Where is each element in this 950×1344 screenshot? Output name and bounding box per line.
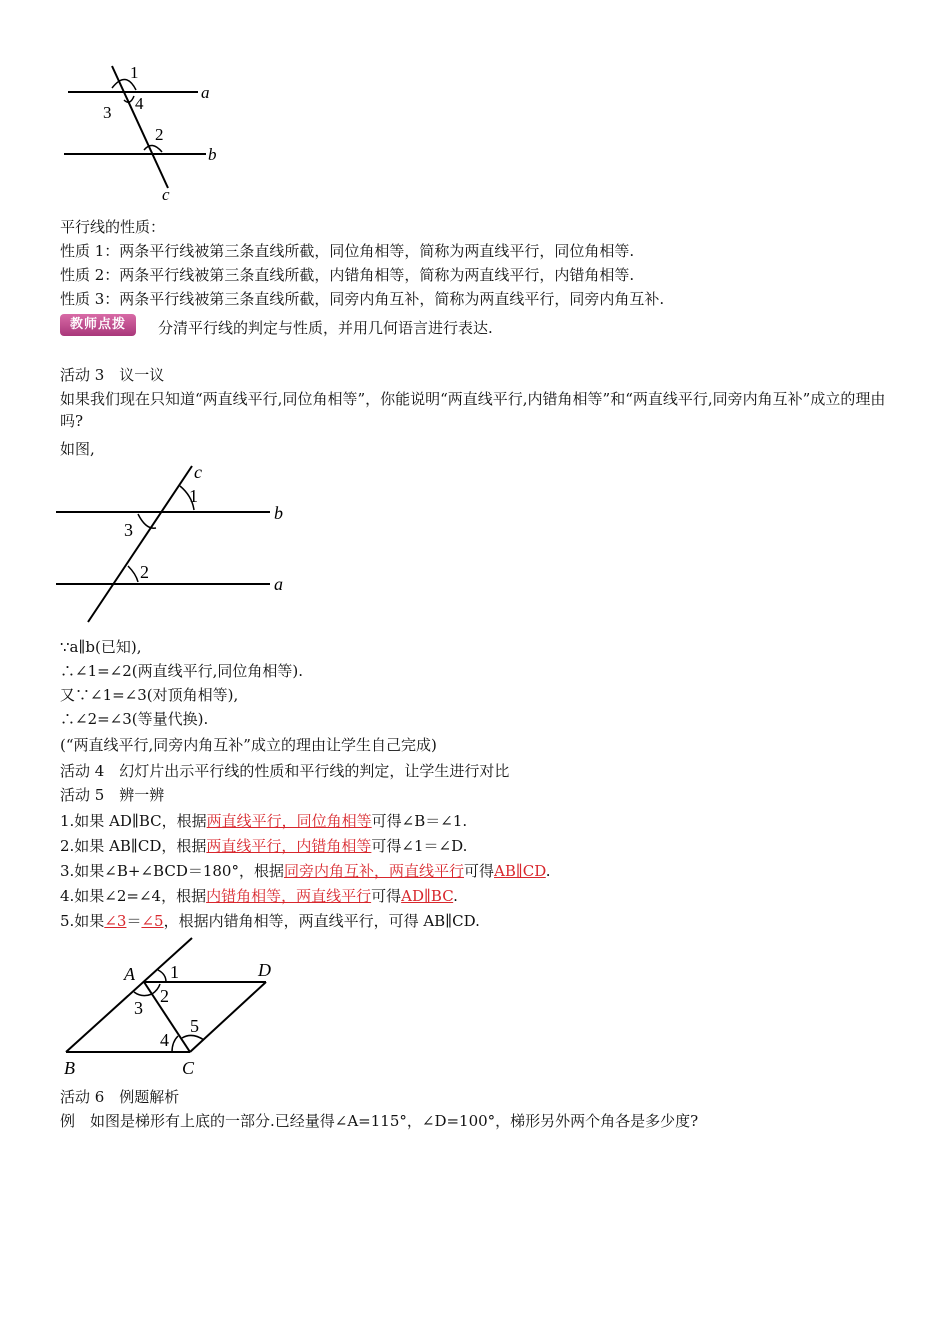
- label-3: 3: [134, 998, 143, 1018]
- q4-mid: 可得: [371, 887, 402, 905]
- q1-suffix: 可得∠B＝∠1.: [371, 812, 468, 830]
- q5-prefix: 5.如果: [60, 912, 105, 930]
- label-b: b: [274, 503, 283, 523]
- angle-arc-1: [158, 970, 166, 982]
- property-2: 性质 2：两条平行线被第三条直线所截，内错角相等，简称为两直线平行，内错角相等.: [60, 266, 635, 284]
- angle-arc-2: [128, 566, 138, 582]
- q3-answer-2: AB∥CD: [494, 862, 546, 880]
- q4-suffix: .: [453, 887, 458, 905]
- activity5-q3: [60, 860, 551, 882]
- q4-answer: 内错角相等，两直线平行: [206, 887, 372, 905]
- activity5-q5: [60, 910, 480, 932]
- label-a: a: [201, 83, 210, 102]
- activity3-as-shown: 如图,: [60, 440, 95, 458]
- proof-step-3: 又∵∠1=∠3(对顶角相等),: [60, 686, 239, 704]
- figure-parallel-lines-1: [60, 60, 230, 204]
- activity3-question: 如果我们现在只知道“两直线平行,同位角相等”，你能说明“两直线平行,内错角相等”和“两直线平行,同旁内角互补”成立的理由吗?: [60, 390, 886, 430]
- angle-arc-3: [138, 514, 156, 528]
- q5-mid: ＝: [126, 912, 142, 930]
- label-4: 4: [160, 1030, 169, 1050]
- side-cd: [190, 982, 266, 1052]
- properties-heading: 平行线的性质：: [60, 218, 166, 236]
- label-2: 2: [160, 986, 169, 1006]
- q1-prefix: 1.如果 AD∥BC，根据: [60, 812, 207, 830]
- activity6-title: 活动 6 例题解析: [60, 1088, 180, 1106]
- figure-parallel-lines-2: [56, 462, 306, 632]
- label-C: C: [182, 1058, 195, 1078]
- line-c: [88, 466, 192, 622]
- label-3: 3: [103, 103, 112, 122]
- label-b: b: [208, 145, 217, 164]
- label-B: B: [64, 1058, 75, 1078]
- q5-answer: ∠3: [104, 912, 127, 930]
- proof-step-2: ∴∠1=∠2(两直线平行,同位角相等).: [60, 662, 304, 680]
- angle-arc-2: [144, 145, 162, 152]
- label-4: 4: [135, 94, 144, 113]
- activity5-q4: [60, 885, 458, 907]
- q5-suffix: ，根据内错角相等，两直线平行，可得 AB∥CD.: [163, 912, 480, 930]
- label-a: a: [274, 574, 283, 594]
- label-c: c: [194, 462, 202, 482]
- label-A: A: [124, 964, 135, 984]
- proof-step-5: (“两直线平行,同旁内角互补”成立的理由让学生自己完成): [60, 736, 437, 754]
- angle-arc-5: [182, 1035, 204, 1040]
- angle-arc-4: [172, 1036, 178, 1052]
- q5-answer-2: ∠5: [141, 912, 164, 930]
- label-1: 1: [130, 63, 139, 82]
- label-D: D: [258, 960, 271, 980]
- q1-answer: 两直线平行，同位角相等: [206, 812, 372, 830]
- q4-prefix: 4.如果∠2=∠4，根据: [60, 887, 207, 905]
- label-3: 3: [124, 520, 133, 540]
- label-2: 2: [140, 562, 149, 582]
- q4-answer-2: AD∥BC: [401, 887, 454, 905]
- proof-step-4: ∴∠2=∠3(等量代换).: [60, 710, 209, 728]
- teacher-tip-badge: 教师点拨: [60, 314, 136, 336]
- q2-suffix: 可得∠1＝∠D.: [371, 837, 468, 855]
- activity3-title: 活动 3 议一议: [60, 366, 165, 384]
- angle-arc-3: [134, 992, 152, 996]
- q2-answer: 两直线平行，内错角相等: [206, 837, 372, 855]
- activity5-title: 活动 5 辨一辨: [60, 786, 165, 804]
- side-ab-extended: [66, 938, 192, 1052]
- figure-parallelogram: [60, 932, 300, 1082]
- q3-prefix: 3.如果∠B+∠BCD＝180°，根据: [60, 862, 284, 880]
- label-1: 1: [170, 962, 179, 982]
- activity5-q1: [60, 810, 467, 832]
- q2-prefix: 2.如果 AB∥CD，根据: [60, 837, 207, 855]
- property-3: 性质 3：两条平行线被第三条直线所截，同旁内角互补，简称为两直线平行，同旁内角互补.: [60, 290, 665, 308]
- angle-arc-2: [152, 984, 160, 994]
- q3-suffix: .: [545, 862, 551, 880]
- q3-mid: 可得: [464, 862, 495, 880]
- label-5: 5: [190, 1016, 199, 1036]
- proof-step-1: ∵a∥b(已知),: [60, 638, 142, 656]
- label-2: 2: [155, 125, 164, 144]
- teacher-tip-text: 分清平行线的判定与性质，并用几何语言进行表达.: [158, 319, 493, 337]
- property-1: 性质 1：两条平行线被第三条直线所截，同位角相等，简称为两直线平行，同位角相等.: [60, 242, 635, 260]
- activity5-q2: [60, 835, 467, 857]
- q3-answer: 同旁内角互补，两直线平行: [283, 862, 464, 880]
- label-1: 1: [189, 486, 198, 506]
- label-c: c: [162, 185, 170, 204]
- activity4-title: 活动 4 幻灯片出示平行线的性质和平行线的判定，让学生进行对比: [60, 762, 510, 780]
- activity6-example: 例 如图是梯形有上底的一部分.已经量得∠A=115°，∠D=100°，梯形另外两个角各是多少度?: [60, 1112, 699, 1130]
